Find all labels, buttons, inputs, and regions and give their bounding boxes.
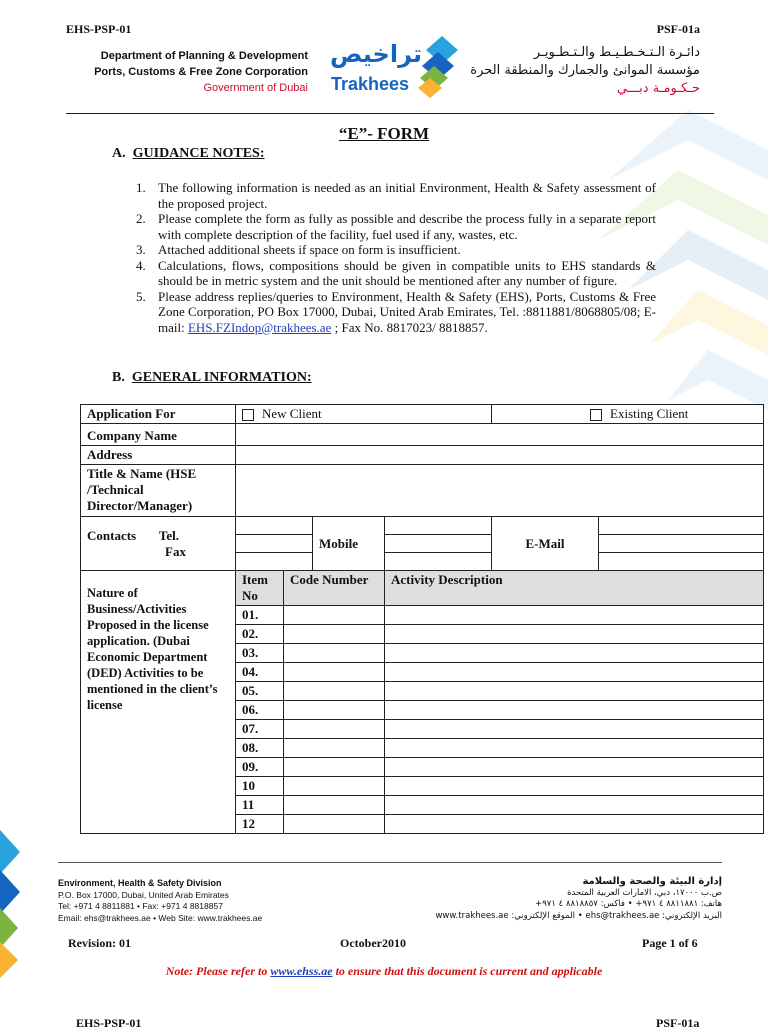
item-number: 06.	[236, 701, 284, 720]
item-number: 01.	[236, 606, 284, 625]
item-number: 03.	[236, 644, 284, 663]
row-contacts-1	[81, 517, 764, 535]
fax-field-2[interactable]	[236, 553, 313, 571]
label-fax: Fax	[165, 543, 186, 559]
company-name-field[interactable]	[236, 424, 764, 446]
code-cell[interactable]	[284, 739, 385, 758]
arabic-org-block	[468, 44, 700, 98]
note-item: 4. Calculations, flows, compositions should be given in compatible units to EHS standards & should be in metric system and the unit should be mentioned after any number of figure.	[136, 257, 656, 288]
label-company-name: Company Name	[81, 424, 236, 446]
label-contacts: Contacts Tel. Fax	[81, 517, 236, 571]
footer-contact-english	[58, 878, 338, 924]
code-cell[interactable]	[284, 663, 385, 682]
footer-division: Environment, Health & Safety Division	[58, 878, 222, 888]
code-cell[interactable]	[284, 644, 385, 663]
ehss-link[interactable]: www.ehss.ae	[270, 964, 333, 978]
government-label: Government of Dubai	[203, 82, 308, 94]
footer-ar-tel: هاتف: ٨٨١١٨٨١ ٤ ٩٧١+ • فاكس: ٨٨١٨٨٥٧ ٤ ٩٧١+	[535, 899, 722, 909]
guidance-notes-list	[136, 180, 656, 335]
revision-label: Revision: 01	[68, 936, 131, 950]
form-code: PSF-01a	[656, 22, 700, 36]
activity-cell[interactable]	[385, 758, 764, 777]
activity-cell[interactable]	[385, 625, 764, 644]
doc-code: EHS-PSP-01	[66, 22, 132, 36]
code-cell[interactable]	[284, 701, 385, 720]
activity-cell[interactable]	[385, 796, 764, 815]
mobile-field-3[interactable]	[385, 553, 492, 571]
activity-cell[interactable]	[385, 739, 764, 758]
code-cell[interactable]	[284, 720, 385, 739]
code-cell[interactable]	[284, 682, 385, 701]
org-line-1: Department of Planning & Development	[100, 50, 308, 62]
col-item-no: Item No	[236, 571, 284, 606]
row-application-for	[81, 405, 764, 424]
existing-client-label: Existing Client	[610, 406, 689, 421]
note-item: 3. Attached additional sheets if space on form is insufficient.	[136, 242, 461, 257]
row-address	[81, 446, 764, 465]
general-information-table	[80, 404, 764, 834]
item-number: 04.	[236, 663, 284, 682]
arabic-government: حـكـومـة دبـــي	[616, 81, 700, 96]
activity-cell[interactable]	[385, 606, 764, 625]
logo-english-text: Trakhees	[330, 74, 410, 94]
footer-email-web: Email: ehs@trakhees.ae • Web Site: www.trakhees.ae	[58, 912, 263, 923]
form-title: “E”- FORM	[338, 124, 430, 143]
label-title-name: Title & Name (HSE /Technical Director/Manager)	[81, 465, 236, 517]
logo-mark-icon	[414, 36, 460, 98]
footer-ar-address: ص.ب ١٧٠٠٠، دبي، الامارات العربية المتحدة	[567, 887, 722, 898]
section-b-heading	[112, 370, 312, 386]
item-number: 10	[236, 777, 284, 796]
section-a-letter: A.	[112, 146, 126, 161]
mobile-field-2[interactable]	[385, 535, 492, 553]
col-activity-description: Activity Description	[385, 571, 764, 606]
tel-field[interactable]	[236, 517, 313, 535]
label-address: Address	[81, 446, 236, 465]
code-cell[interactable]	[284, 815, 385, 834]
activity-cell[interactable]	[385, 682, 764, 701]
code-cell[interactable]	[284, 606, 385, 625]
org-line-2: Ports, Customs & Free Zone Corporation	[94, 66, 308, 78]
footer-rule	[58, 862, 722, 863]
note-item: 1. The following information is needed as an initial Environment, Health & Safety assessment of the proposed project.	[136, 180, 656, 211]
document-note: Note: Please refer to www.ehss.ae to ensure that this document is current and applicable	[165, 964, 603, 978]
section-a-heading	[112, 146, 264, 162]
footer-address: P.O. Box 17000, Dubai, United Arab Emirates	[58, 889, 229, 900]
note-item: 5. Please address replies/queries to Environment, Health & Safety (EHS), Ports, Customs & Free Zone Corporation, PO Box 17000, Dubai, United Arab Emirates, Tel. :8811881/8068805/08; E-mail: EHS.FZIndop@trakhees.ae ; Fax No. 8817023/ 8818857.	[136, 288, 656, 335]
date-label: October2010	[340, 936, 406, 950]
activity-cell[interactable]	[385, 815, 764, 834]
org-block	[80, 48, 308, 96]
code-cell[interactable]	[284, 796, 385, 815]
activity-cell[interactable]	[385, 720, 764, 739]
trakhees-logo	[330, 36, 460, 98]
activity-cell[interactable]	[385, 663, 764, 682]
existing-client-option[interactable]	[492, 405, 764, 424]
label-nature-of-business: Nature of Business/Activities Proposed in the license application. (Dubai Economic Department (DED) Activities to be mentioned in the client’s license	[81, 571, 236, 834]
item-number: 02.	[236, 625, 284, 644]
code-cell[interactable]	[284, 625, 385, 644]
section-b-letter: B.	[112, 370, 125, 385]
item-number: 09.	[236, 758, 284, 777]
ehs-email-link[interactable]: EHS.FZIndop@trakhees.ae	[187, 319, 332, 335]
fax-field[interactable]	[236, 535, 313, 553]
item-number: 11	[236, 796, 284, 815]
email-field-3[interactable]	[599, 553, 764, 571]
mobile-field[interactable]	[385, 517, 492, 535]
label-mobile: Mobile	[313, 517, 385, 571]
label-tel: Tel.	[158, 527, 179, 543]
header-rule	[66, 113, 714, 114]
address-field[interactable]	[236, 446, 764, 465]
activity-cell[interactable]	[385, 644, 764, 663]
next-page-doc-code: EHS-PSP-01	[76, 1016, 142, 1030]
item-number: 07.	[236, 720, 284, 739]
new-client-label: New Client	[262, 406, 322, 421]
footer-ar-division: إدارة البيئة والصحة والسلامة	[582, 876, 722, 887]
col-code-number: Code Number	[284, 571, 385, 606]
title-name-field[interactable]	[236, 465, 764, 517]
arabic-line-1: دائـرة الـتـخـطـيـط والـتـطـويـر	[533, 45, 700, 60]
new-client-checkbox[interactable]	[242, 409, 254, 421]
left-diamond-pattern	[0, 830, 30, 980]
footer-ar-email: البريد الإلكتروني: ehs@trakhees.ae • الموقع الإلكتروني: www.trakhees.ae	[435, 910, 722, 921]
next-page-form-code: PSF-01a	[656, 1016, 700, 1030]
activity-cell[interactable]	[385, 701, 764, 720]
footer-contact-arabic	[420, 876, 722, 922]
label-email: E-Mail	[492, 517, 599, 571]
item-number: 12	[236, 815, 284, 834]
existing-client-checkbox[interactable]	[590, 409, 602, 421]
arabic-line-2: مؤسسة الموانئ والجمارك والمنطقة الحرة	[470, 63, 700, 78]
note-item: 2. Please complete the form as fully as possible and describe the process fully in a separate report with complete description of the facility, fuel used if any, wastes, etc.	[136, 211, 656, 242]
item-number: 08.	[236, 739, 284, 758]
item-number: 05.	[236, 682, 284, 701]
page-number: Page 1 of 6	[642, 936, 698, 950]
section-b-title: GENERAL INFORMATION:	[131, 370, 312, 385]
row-company-name	[81, 424, 764, 446]
new-client-option[interactable]	[236, 405, 492, 424]
row-activity-header	[81, 571, 764, 606]
code-cell[interactable]	[284, 758, 385, 777]
code-cell[interactable]	[284, 777, 385, 796]
email-field[interactable]	[599, 517, 764, 535]
email-field-2[interactable]	[599, 535, 764, 553]
section-a-title: GUIDANCE NOTES:	[132, 146, 265, 161]
activity-cell[interactable]	[385, 777, 764, 796]
logo-arabic-text: تراخيص	[330, 40, 423, 68]
row-title-name	[81, 465, 764, 517]
footer-tel-fax: Tel: +971 4 8811881 • Fax: +971 4 8818857	[58, 901, 223, 911]
label-application-for: Application For	[81, 405, 236, 424]
